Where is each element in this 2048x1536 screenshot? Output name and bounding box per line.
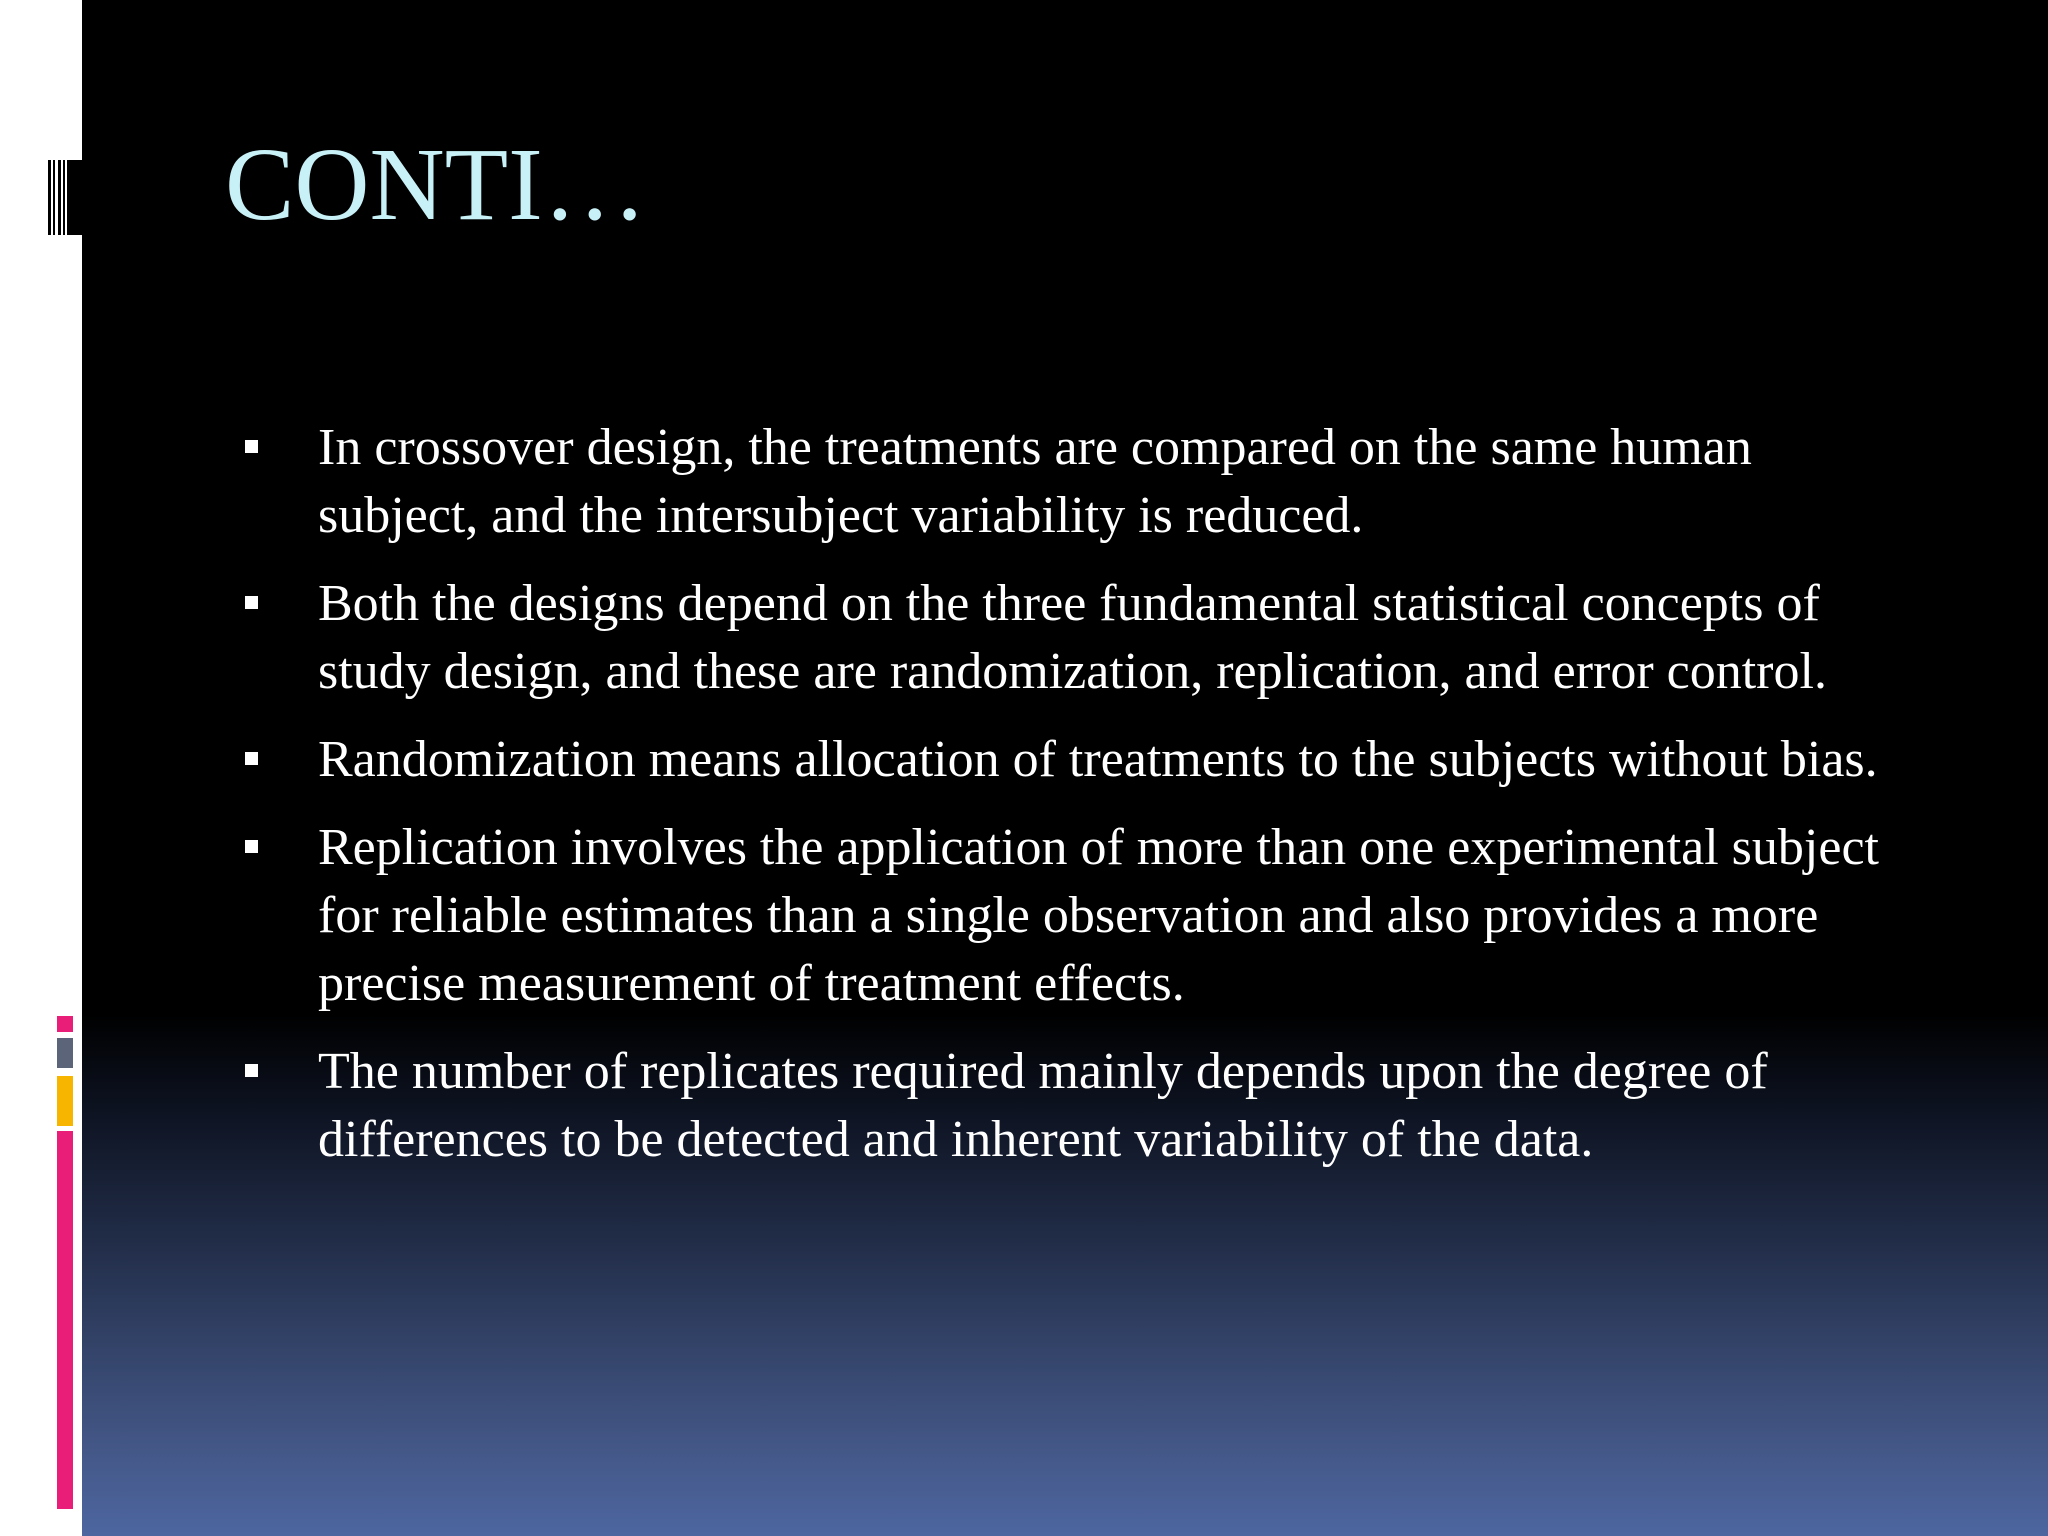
- slide-title: CONTI…: [225, 127, 647, 242]
- barcode-decoration: [48, 160, 82, 235]
- bullet-item: [245, 726, 1925, 794]
- bullet-text: Replication involves the application of more than one experimental subject for reliable estimates than a single observation and also provides a more precise measurement of treatment effects.: [318, 819, 1879, 1012]
- bullet-text: Randomization means allocation of treatments to the subjects without bias.: [318, 731, 1878, 788]
- left-accent-strip: [0, 0, 82, 1536]
- bullet-text: Both the designs depend on the three fundamental statistical concepts of study design, and these are randomization, replication, and error control.: [318, 575, 1827, 700]
- bullet-text: In crossover design, the treatments are compared on the same human subject, and the intersubject variability is reduced.: [318, 419, 1752, 544]
- square-bullet-icon: [245, 1064, 258, 1077]
- square-bullet-icon: [245, 440, 258, 453]
- bullet-list: [245, 414, 1925, 1194]
- accent-bar-gray: [57, 1038, 73, 1068]
- bullet-item: [245, 814, 1925, 1018]
- bullet-text: The number of replicates required mainly depends upon the degree of differences to be detected and inherent variability of the data.: [318, 1043, 1768, 1168]
- bullet-item: [245, 1038, 1925, 1174]
- bullet-item: [245, 570, 1925, 706]
- bullet-item: [245, 414, 1925, 550]
- accent-bar-pink-long: [57, 1131, 73, 1509]
- accent-bar-yellow: [57, 1076, 73, 1126]
- accent-bar-pink-small: [57, 1016, 73, 1032]
- square-bullet-icon: [245, 752, 258, 765]
- square-bullet-icon: [245, 840, 258, 853]
- square-bullet-icon: [245, 596, 258, 609]
